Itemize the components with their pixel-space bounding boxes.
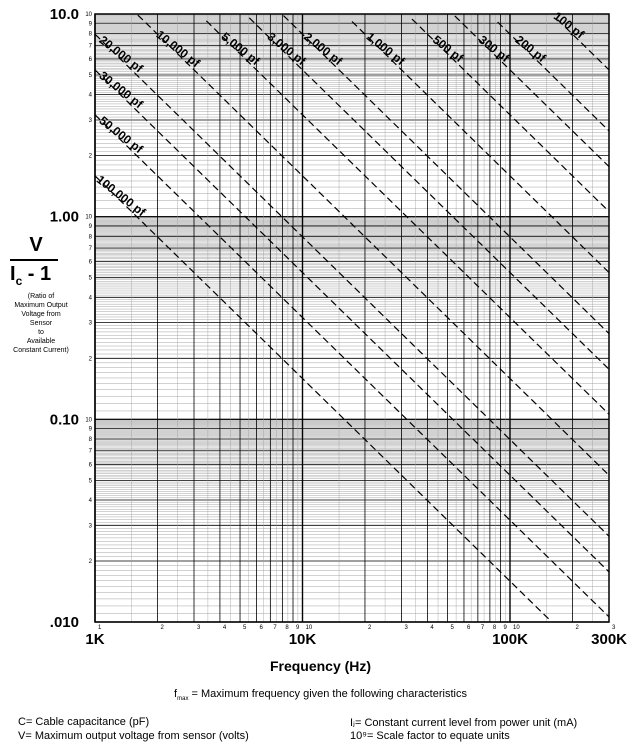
- x-minor-label: 6: [466, 625, 471, 631]
- fmax-definition: = Maximum frequency given the following characteristics: [191, 688, 467, 700]
- y-axis-label-numerator: V: [29, 234, 43, 256]
- curve-label-4: 500 pf: [430, 32, 467, 65]
- x-minor-label: 10: [305, 625, 313, 631]
- y-minor-label: 2: [88, 558, 92, 565]
- curve-label-7: 3,000 pf: [264, 29, 309, 69]
- x-minor-label: 2: [575, 625, 579, 631]
- y-minor-label: 5: [88, 275, 92, 282]
- x-minor-label: 6: [259, 625, 263, 631]
- y-tick-label: 10.0: [49, 6, 79, 23]
- y-minor-label: 6: [88, 259, 92, 266]
- x-minor-label: 4: [222, 625, 227, 631]
- x-minor-label: 3: [612, 625, 616, 631]
- legend-v-definition: V= Maximum output voltage from sensor (volts): [18, 730, 249, 742]
- y-minor-label: 6: [88, 462, 92, 469]
- curve-label-6: 2,000 pf: [301, 29, 346, 69]
- y-axis-note-line: Sensor: [29, 320, 53, 327]
- y-axis-denominator-tail: - 1: [22, 263, 52, 285]
- curve-label-5: 1,000 pf: [363, 29, 408, 69]
- y-minor-label: 6: [88, 56, 92, 63]
- curve-label-10: 20,000 pf: [96, 32, 146, 76]
- curve-label-2: 200 pf: [512, 32, 549, 65]
- y-minor-label: 8: [88, 31, 92, 38]
- fmax-symbol: f: [174, 688, 178, 700]
- y-minor-label: 4: [88, 497, 92, 504]
- x-axis-label: Frequency (Hz): [269, 658, 372, 674]
- y-tick-label: .010: [49, 614, 79, 631]
- x-minor-label: 4: [430, 625, 434, 631]
- y-tick-label: 0.10: [49, 411, 79, 429]
- x-minor-label: 10: [512, 625, 520, 631]
- y-axis-note-line: Available: [26, 338, 56, 345]
- curve-label-8: 5,000 pf: [218, 29, 263, 69]
- x-tick-label: 100K: [492, 631, 528, 648]
- y-axis-denominator-sub: c: [15, 274, 23, 288]
- x-minor-label: 2: [367, 625, 372, 631]
- x-minor-label: 1: [98, 625, 102, 631]
- y-minor-label: 2: [88, 153, 92, 160]
- grid-lines: [95, 14, 609, 622]
- y-minor-label: 10: [85, 12, 92, 18]
- curve-11: [95, 70, 609, 572]
- y-minor-label: 5: [88, 73, 92, 80]
- fmax-caption: [0, 688, 641, 702]
- y-axis-note-line: to: [38, 329, 44, 336]
- y-axis-note-line: Voltage from: [21, 311, 61, 318]
- legend-ic-definition: Iⱼ= Constant current level from power unit (mA): [350, 717, 578, 729]
- y-minor-label: 4: [88, 295, 92, 302]
- plot-frame: [95, 14, 609, 622]
- x-minor-label: 9: [296, 625, 300, 631]
- y-minor-label: 5: [88, 478, 92, 485]
- curve-label-9: 10,000 pf: [153, 27, 203, 71]
- x-minor-label: 5: [243, 625, 247, 631]
- x-minor-label: 2: [160, 625, 164, 631]
- x-minor-label: 9: [503, 625, 507, 631]
- y-minor-label: 3: [88, 320, 92, 327]
- y-minor-label: 8: [88, 234, 92, 241]
- curve-label-3: 300 pf: [476, 32, 513, 65]
- y-minor-label: 4: [88, 92, 92, 99]
- y-axis-denominator-main: I: [10, 263, 16, 285]
- x-tick-label: 10K: [288, 631, 317, 648]
- x-minor-label: 3: [404, 625, 408, 631]
- curve-label-13: 100,000 pf: [93, 172, 149, 220]
- curve-label-12: 50,000 pf: [96, 113, 146, 157]
- y-minor-label: 7: [88, 448, 92, 455]
- y-tick-label: 1.00: [49, 208, 79, 226]
- legend-scale-definition: 10⁹= Scale factor to equate units: [350, 730, 510, 742]
- curve-label-1: 100 pf: [550, 8, 587, 42]
- x-minor-label: 5: [450, 625, 454, 631]
- curve-2: [498, 22, 609, 131]
- y-axis-label-denominator: [10, 263, 51, 288]
- x-minor-label: 8: [492, 625, 497, 631]
- x-tick-label: 1K: [85, 631, 105, 648]
- y-axis-note-line: Constant Current): [13, 347, 69, 354]
- y-minor-label: 3: [88, 523, 92, 530]
- x-minor-label: 7: [273, 625, 277, 631]
- y-axis-note-line: (Ratio of: [27, 293, 55, 300]
- y-axis-fraction-bar: [10, 259, 58, 261]
- y-minor-label: 8: [88, 436, 92, 443]
- y-minor-label: 2: [88, 356, 92, 363]
- x-tick-label: 300K: [591, 631, 627, 648]
- y-axis-note-line: Maximum Output: [14, 302, 68, 309]
- x-minor-label: 8: [285, 625, 289, 631]
- curve-label-11: 30,000 pf: [96, 68, 146, 112]
- y-minor-label: 10: [85, 417, 92, 424]
- y-minor-label: 9: [88, 223, 92, 230]
- plot-border: [95, 14, 609, 622]
- legend-c-definition: C= Cable capacitance (pF): [18, 716, 150, 728]
- y-minor-label: 7: [88, 246, 92, 253]
- x-minor-label: 3: [197, 625, 201, 631]
- y-minor-label: 9: [88, 426, 92, 433]
- y-minor-label: 7: [88, 43, 92, 50]
- y-minor-label: 3: [88, 117, 92, 124]
- fmax-subscript: max: [177, 696, 189, 703]
- y-minor-label: 9: [88, 21, 92, 28]
- x-minor-label: 7: [480, 625, 485, 631]
- y-axis-note: [0, 292, 82, 355]
- curve-9: [138, 15, 609, 475]
- y-minor-label: 10: [85, 214, 92, 221]
